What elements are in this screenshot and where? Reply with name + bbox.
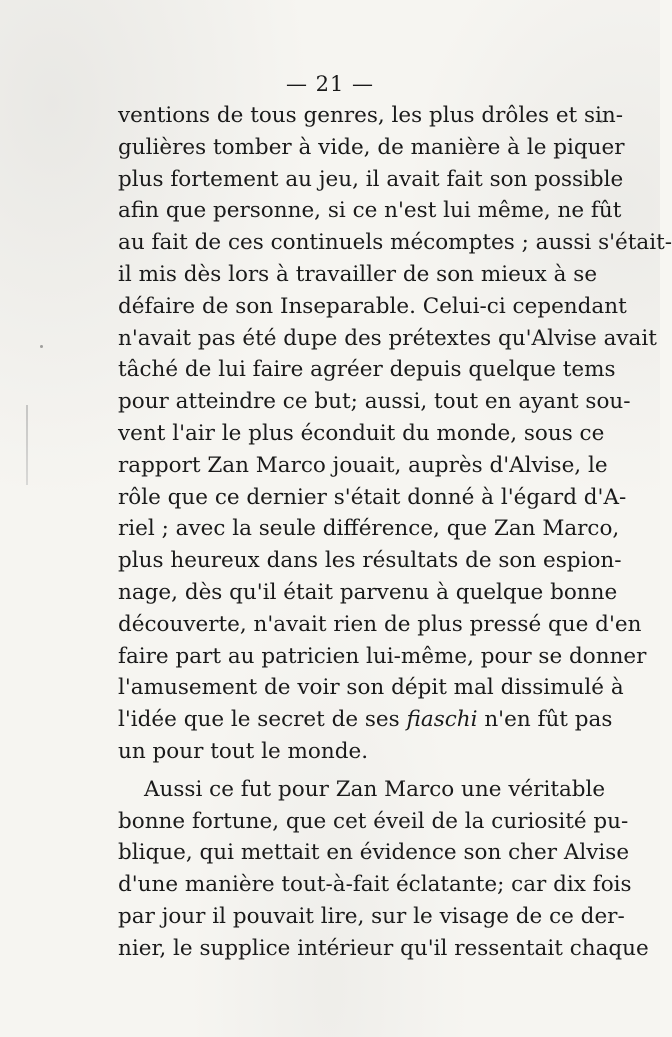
text-line: n'avait pas été dupe des prétextes qu'Alvise avait [118,325,657,351]
text-line: il mis dès lors à travailler de son mieux à se [118,261,598,287]
text-line: l'amusement de voir son dépit mal dissimulé à [118,675,624,701]
text-line: d'une manière tout-à-fait éclatante; car dix fois [118,872,632,898]
text-line: plus heureux dans les résultats de son espion- [118,548,622,574]
italic-word: fiaschi [406,707,478,733]
text-segment: n'en fût pas [477,707,613,733]
text-line-with-italic [118,704,613,736]
paragraph-1 [118,100,672,768]
text-line: par jour il pouvait lire, sur le visage de ce der- [118,903,625,929]
speck [40,345,43,348]
text-line: pour atteindre ce but; aussi, tout en ayant sou- [118,389,631,415]
page-number: — 21 — [285,72,375,96]
text-line: rôle que ce dernier s'était donné à l'égard d'A- [118,484,627,510]
text-line: nier, le supplice intérieur qu'il ressentait chaque [118,935,649,961]
text-line: un pour tout le monde. [118,738,369,764]
margin-mark [26,405,28,485]
text-line: gulières tomber à vide, de manière à le piquer [118,134,625,160]
text-line: afin que personne, si ce n'est lui même, ne fût [118,198,622,224]
text-line: découverte, n'avait rien de plus pressé que d'en [118,611,642,637]
text-line: blique, qui mettait en évidence son cher Alvise [118,840,630,866]
text-line: riel ; avec la seule différence, que Zan Marco, [118,516,620,542]
text-line: rapport Zan Marco jouait, auprès d'Alvise, le [118,452,608,478]
text-line: ventions de tous genres, les plus drôles et sin- [118,103,624,128]
text-line: bonne fortune, que cet éveil de la curiosité pu- [118,808,629,834]
text-line: plus fortement au jeu, il avait fait son possible [118,166,624,192]
text-line: au fait de ces continuels mécomptes ; aussi s'était- [118,230,672,256]
text-line: faire part au patricien lui-même, pour se donner [118,643,647,669]
text-line: nage, dès qu'il était parvenu à quelque bonne [118,579,618,605]
paragraph-2 [118,774,649,965]
text-line: tâché de lui faire agréer depuis quelque tems [118,357,616,383]
text-segment: l'idée que le secret de ses [118,707,407,733]
text-line: vent l'air le plus éconduit du monde, sous ce [118,420,605,446]
text-line: Aussi ce fut pour Zan Marco une véritable [144,776,606,802]
body-text [118,100,672,965]
text-line: défaire de son Inseparable. Celui-ci cependant [118,293,627,319]
